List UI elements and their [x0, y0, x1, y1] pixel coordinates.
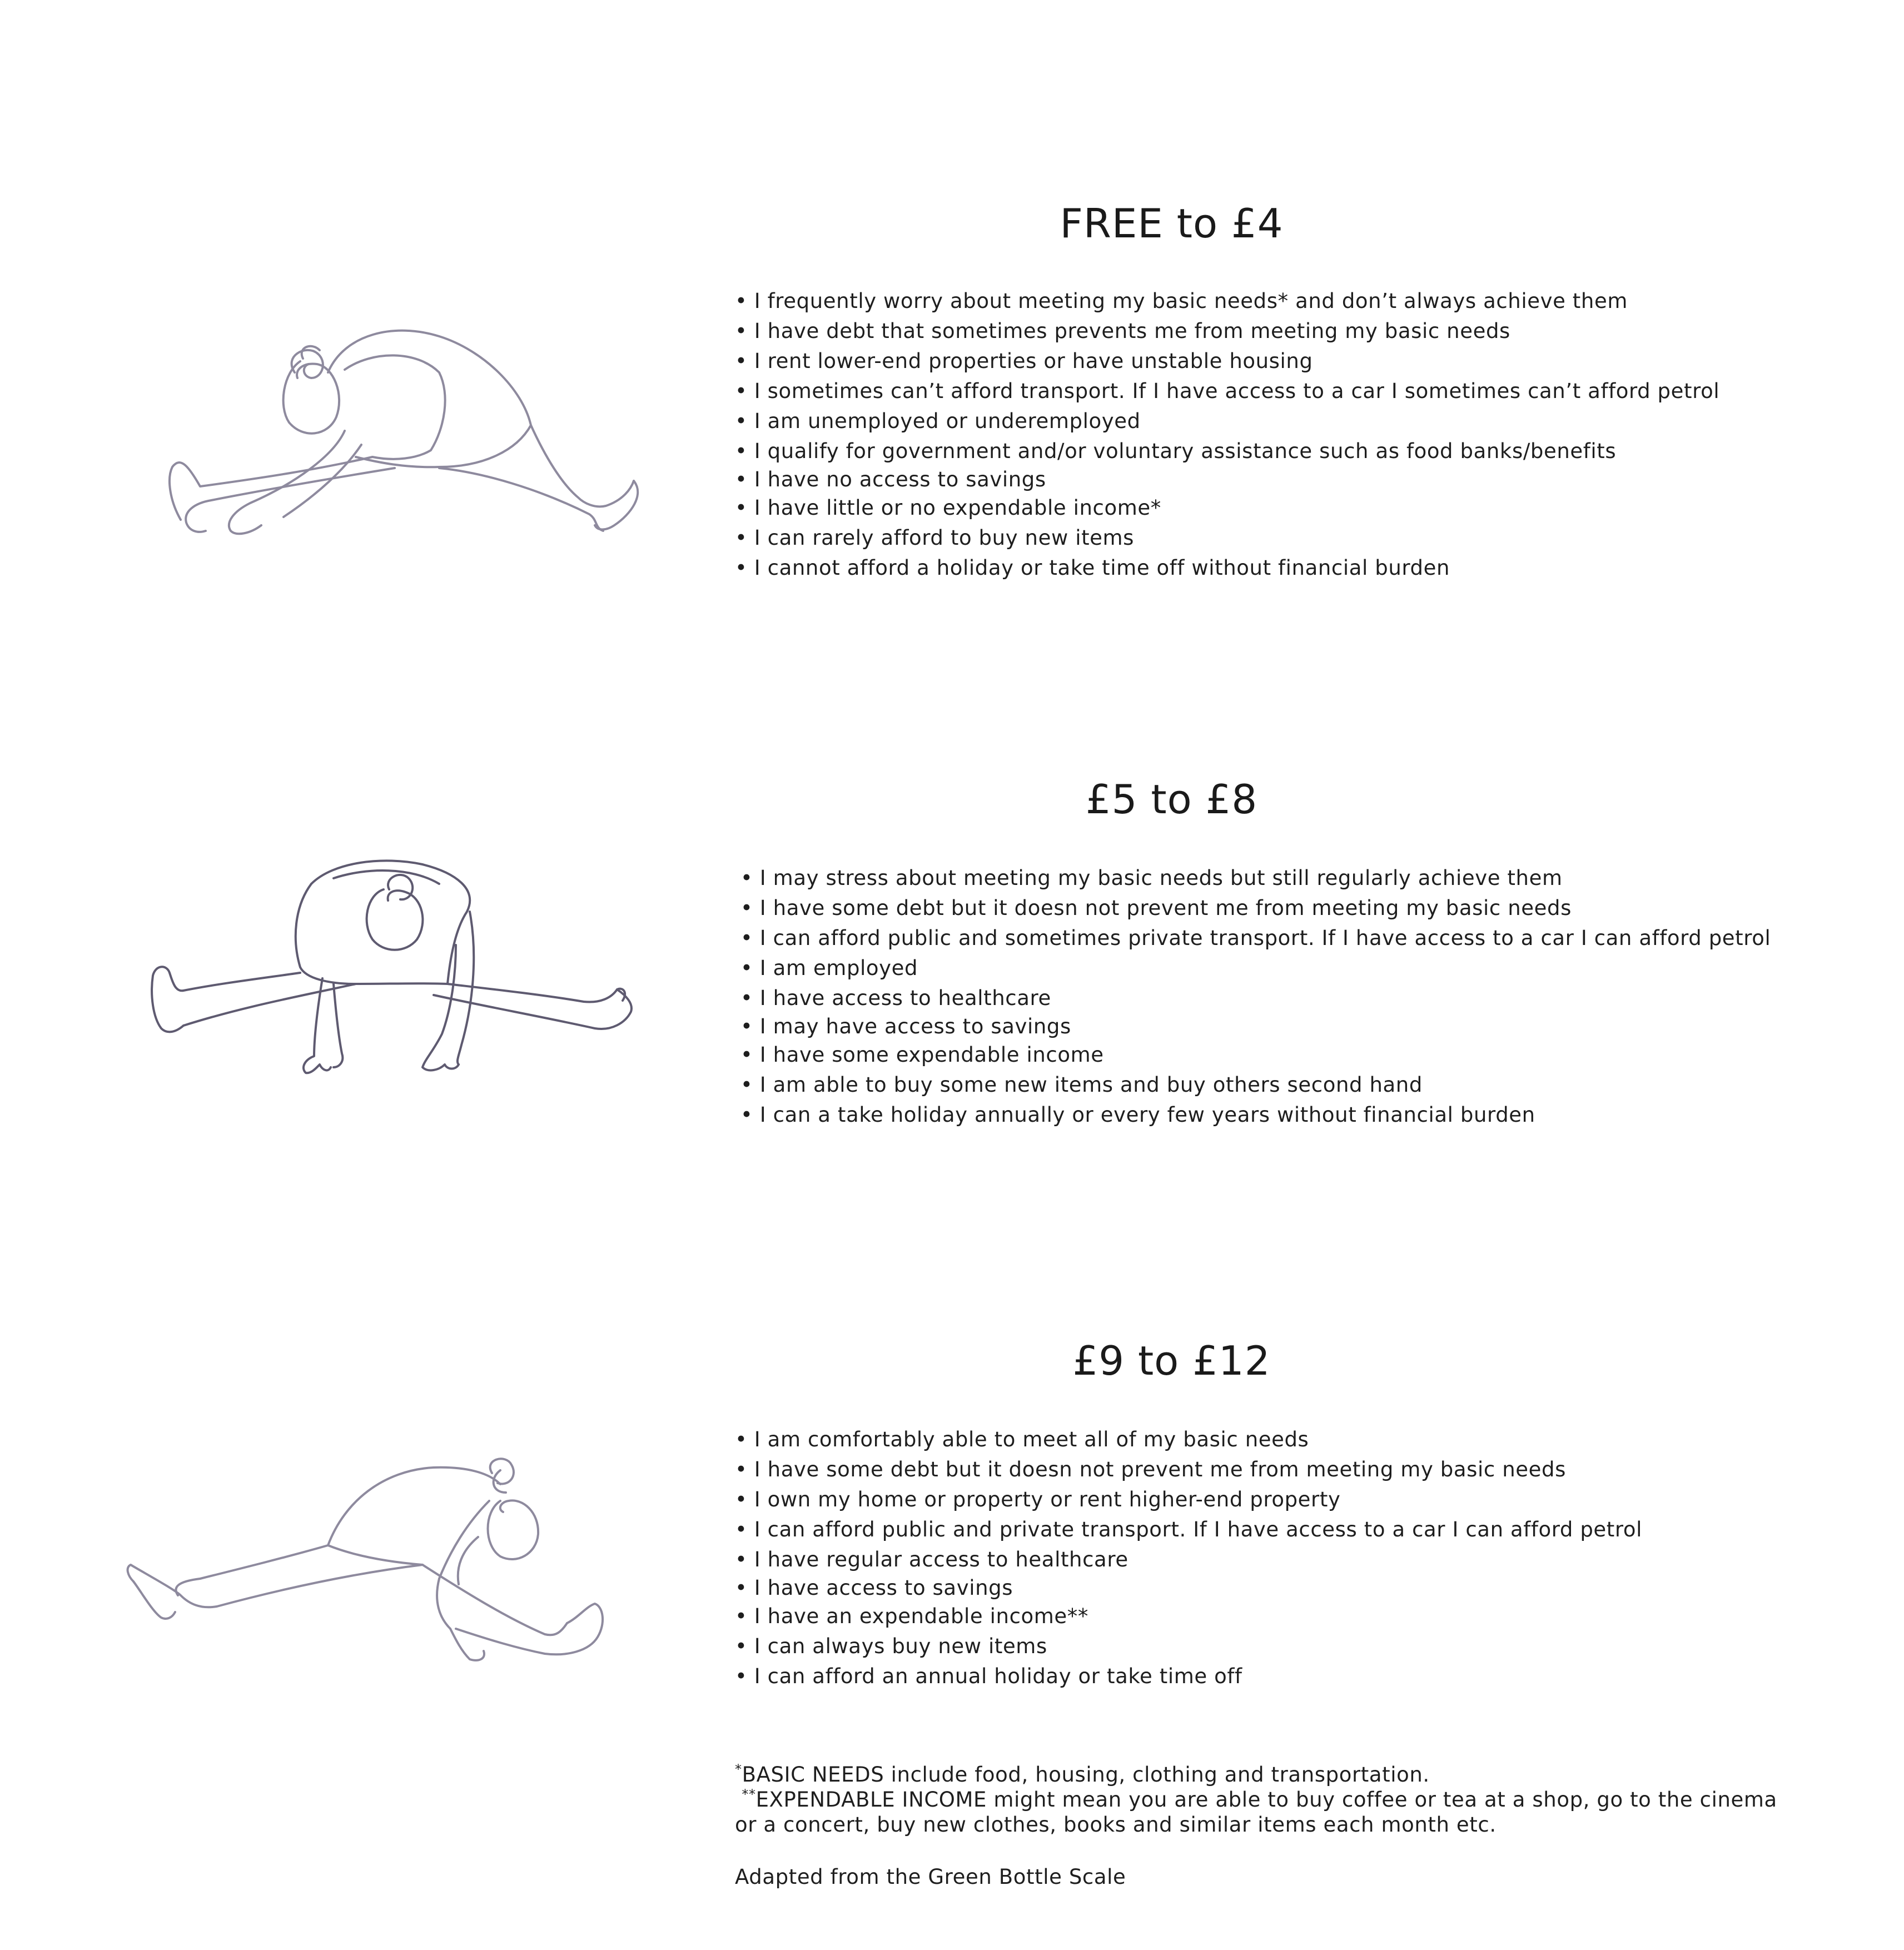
footnotes: [735, 1762, 1777, 1837]
tier-heading-5-to-8: £5 to £8: [1085, 776, 1258, 823]
footnote-mark: **: [742, 1787, 756, 1802]
footnote-expendable-income-continued: or a concert, buy new clothes, books and similar items each month etc.: [735, 1813, 1497, 1837]
list-item: • I am unemployed or underemployed: [735, 406, 1719, 436]
list-item: • I have some debt but it doesn not prevent me from meeting my basic needs: [740, 893, 1771, 923]
list-item: • I have no access to savings: [735, 466, 1719, 493]
list-item: • I may stress about meeting my basic needs but still regularly achieve them: [740, 863, 1771, 893]
tier-criteria-list: [735, 286, 1719, 583]
list-item: • I am comfortably able to meet all of my basic needs: [735, 1425, 1642, 1455]
tier-heading-9-to-12: £9 to £12: [1072, 1337, 1271, 1384]
seated-side-stretch-sketch-icon: [122, 1440, 634, 1690]
tier-criteria-list: [740, 863, 1771, 1130]
list-item: • I have access to healthcare: [740, 983, 1771, 1013]
list-item: • I sometimes can’t afford transport. If I have access to a car I sometimes can’t afford petrol: [735, 376, 1719, 406]
list-item: • I own my home or property or rent higher-end property: [735, 1485, 1642, 1515]
list-item: • I have an expendable income**: [735, 1601, 1642, 1631]
footnote-text: BASIC NEEDS include food, housing, clothing and transportation.: [742, 1763, 1430, 1787]
list-item: • I can afford public and private transport. If I have access to a car I can afford petrol: [735, 1515, 1642, 1545]
list-item: • I have regular access to healthcare: [735, 1545, 1642, 1575]
list-item: • I cannot afford a holiday or take time off without financial burden: [735, 553, 1719, 583]
list-item: • I frequently worry about meeting my basic needs* and don’t always achieve them: [735, 286, 1719, 316]
list-item: • I can rarely afford to buy new items: [735, 523, 1719, 553]
list-item: • I have some debt but it doesn not prevent me from meeting my basic needs: [735, 1455, 1642, 1485]
list-item: • I can always buy new items: [735, 1631, 1642, 1662]
tier-heading-free-to-4: FREE to £4: [1060, 200, 1284, 247]
list-item: • I can afford public and sometimes private transport. If I have access to a car I can afford petrol: [740, 923, 1771, 953]
list-item: • I have access to savings: [735, 1575, 1642, 1601]
source-credit: Adapted from the Green Bottle Scale: [735, 1865, 1126, 1889]
seated-straddle-sketch-icon: [122, 845, 656, 1095]
list-item: • I am able to buy some new items and buy others second hand: [740, 1070, 1771, 1100]
list-item: • I can a take holiday annually or every few years without financial burden: [740, 1100, 1771, 1130]
list-item: • I have some expendable income: [740, 1040, 1771, 1070]
list-item: • I have debt that sometimes prevents me from meeting my basic needs: [735, 316, 1719, 346]
list-item: • I rent lower-end properties or have unstable housing: [735, 346, 1719, 376]
footnote-expendable-income: [735, 1787, 1777, 1812]
list-item: • I have little or no expendable income*: [735, 493, 1719, 523]
list-item: • I may have access to savings: [740, 1013, 1771, 1040]
list-item: • I am employed: [740, 953, 1771, 983]
footnote-basic-needs: [735, 1762, 1777, 1787]
list-item: • I can afford an annual holiday or take time off: [735, 1662, 1642, 1692]
footnote-mark: *: [735, 1762, 742, 1777]
tier-criteria-list: [735, 1425, 1642, 1692]
list-item: • I qualify for government and/or voluntary assistance such as food banks/benefits: [735, 436, 1719, 466]
seated-forward-fold-sketch-icon: [83, 311, 667, 567]
footnote-text: EXPENDABLE INCOME might mean you are able to buy coffee or tea at a shop, go to the cinema: [755, 1788, 1777, 1812]
